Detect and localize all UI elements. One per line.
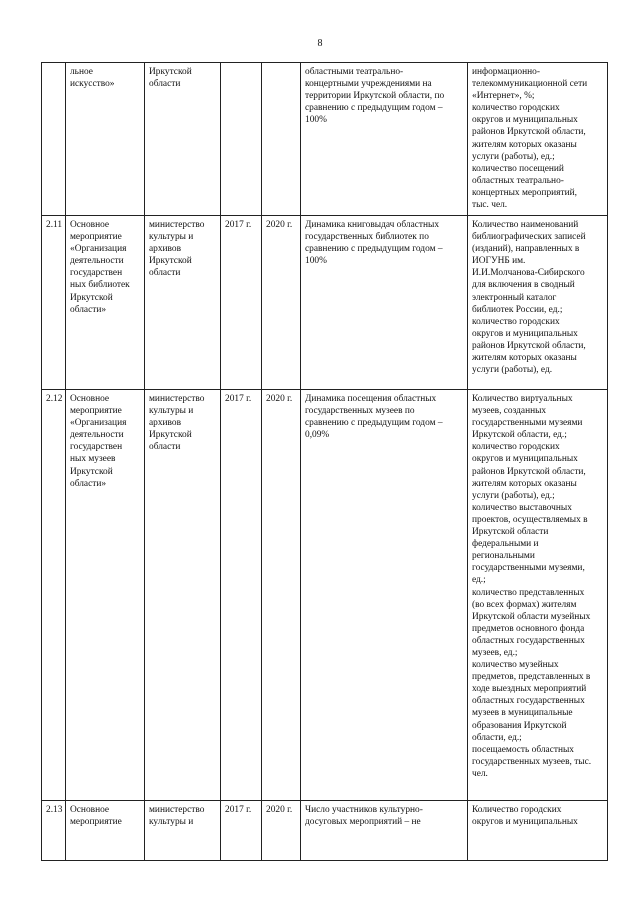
executor-cell: министерство культуры и — [145, 801, 221, 861]
end-year-cell: 2020 г. — [262, 216, 301, 390]
row-number-cell — [42, 63, 66, 216]
activity-name-cell: льное искусство» — [66, 63, 145, 216]
start-year-cell — [221, 63, 262, 216]
table-row — [42, 216, 608, 390]
start-year-cell: 2017 г. — [221, 801, 262, 861]
end-year-cell — [262, 63, 301, 216]
indicators-cell: Количество городских округов и муниципальных — [468, 801, 608, 861]
end-year-cell: 2020 г. — [262, 390, 301, 801]
program-activities-table — [41, 62, 608, 861]
indicators-cell: Количество наименований библиографических записей (изданий), направленных в ИОГУНБ им. И.И.Молчанова-Сибирского для включения в сводный электронный каталог библиотек России, ед.; количество городских округов и муниципальных районов Иркутской области, жителям которых оказаны услуги (работы), ед. — [468, 216, 608, 390]
row-number-cell: 2.11 — [42, 216, 66, 390]
table-row — [42, 63, 608, 216]
row-number-cell: 2.12 — [42, 390, 66, 801]
activity-name-cell: Основное мероприятие — [66, 801, 145, 861]
expected-result-cell: Динамика книговыдач областных государственных библиотек по сравнению с предыдущим годом – 100% — [301, 216, 468, 390]
expected-result-cell: Динамика посещения областных государственных музеев по сравнению с предыдущим годом – 0,09% — [301, 390, 468, 801]
executor-cell: министерство культуры и архивов Иркутской области — [145, 216, 221, 390]
end-year-cell: 2020 г. — [262, 801, 301, 861]
activity-name-cell: Основное мероприятие «Организация деятельности государствен ных музеев Иркутской области» — [66, 390, 145, 801]
table-row — [42, 801, 608, 861]
start-year-cell: 2017 г. — [221, 390, 262, 801]
expected-result-cell: областными театрально- концертными учреждениями на территории Иркутской области, по сравнению с предыдущим годом – 100% — [301, 63, 468, 216]
executor-cell: министерство культуры и архивов Иркутской области — [145, 390, 221, 801]
indicators-cell: Количество виртуальных музеев, созданных государственными музеями Иркутской области, ед.; количество городских округов и муниципальных районов Иркутской области, жителям которых оказаны услуги (работы), ед.; количество выставочных проектов, осуществляемых в Иркутской области федеральными и региональными государственными музеями, ед.; количество представленных (во всех формах) жителям Иркутской области музейных предметов основного фонда областных государственных музеев, ед.; количество музейных предметов, представленных в ходе выездных мероприятий областных государственных музеев в муниципальные образования Иркутской области, ед.; посещаемость областных государственных музеев, тыс. чел. — [468, 390, 608, 801]
start-year-cell: 2017 г. — [221, 216, 262, 390]
executor-cell: Иркутской области — [145, 63, 221, 216]
row-number-cell: 2.13 — [42, 801, 66, 861]
expected-result-cell: Число участников культурно- досуговых мероприятий – не — [301, 801, 468, 861]
activity-name-cell: Основное мероприятие «Организация деятельности государствен ных библиотек Иркутской области» — [66, 216, 145, 390]
page-number: 8 — [317, 38, 323, 49]
indicators-cell: информационно- телекоммуникационной сети «Интернет», %; количество городских округов и муниципальных районов Иркутской области, жителям которых оказаны услуги (работы), ед.; количество посещений областных театрально- концертных мероприятий, тыс. чел. — [468, 63, 608, 216]
table-row — [42, 390, 608, 801]
